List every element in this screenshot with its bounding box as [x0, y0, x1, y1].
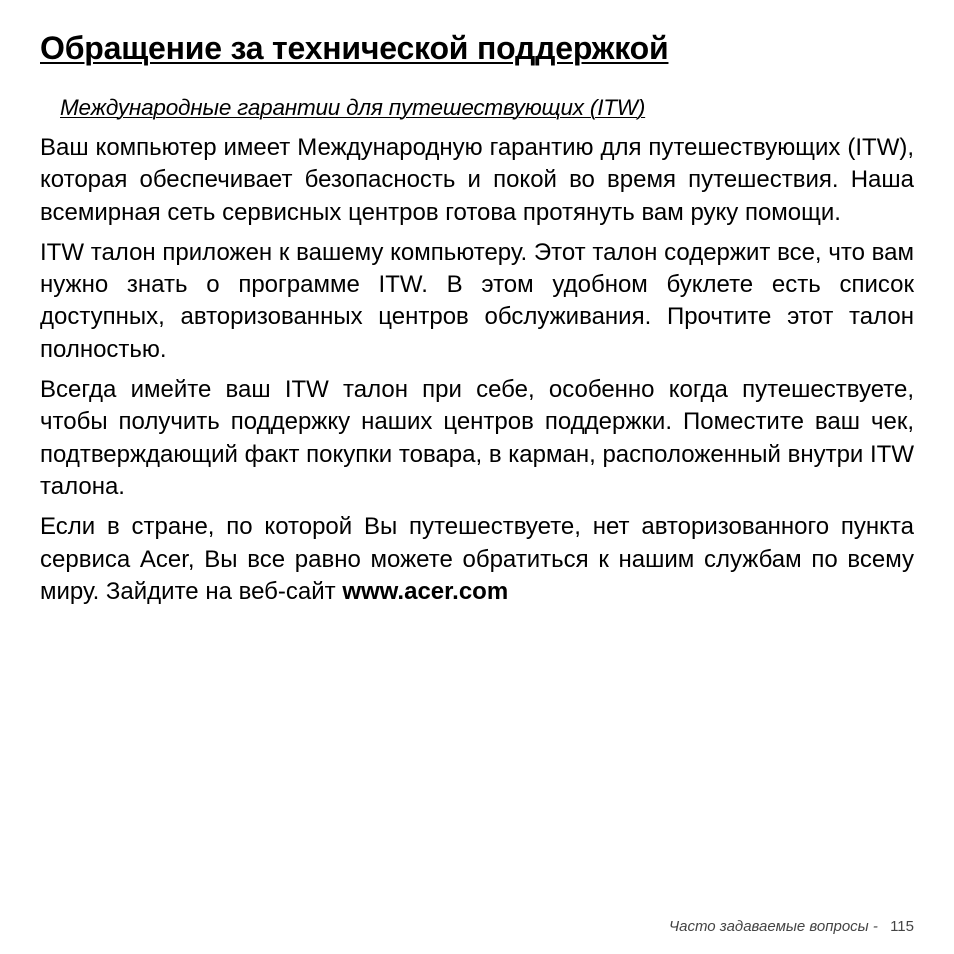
paragraph-worldwide-text: Если в стране, по которой Вы путешествуете, нет авторизованного пункта сервиса Acer, Вы все равно можете обратиться к нашим службам по всему миру. Зайдите на веб-сайт — [40, 513, 914, 605]
page-title: Обращение за технической поддержкой — [40, 30, 669, 66]
footer-section-title: Часто задаваемые вопросы — [669, 918, 869, 935]
page-footer — [669, 918, 914, 935]
body-text — [40, 132, 914, 616]
paragraph-itw-carry: Всегда имейте ваш ITW талон при себе, особенно когда путешествуете, чтобы получить поддержку наших центров поддержки. Поместите ваш чек, подтверждающий факт покупки товара, в карман, расположенный внутри ITW талона. — [40, 376, 914, 500]
acer-website-link[interactable]: www.acer.com — [342, 577, 509, 605]
paragraph-worldwide-service — [40, 511, 914, 608]
footer-separator: - — [872, 918, 878, 935]
page-number: 115 — [890, 918, 914, 935]
paragraph-itw-intro: Ваш компьютер имеет Международную гарантию для путешествующих (ITW), которая обеспечивает безопасность и покой во время путешествия. Наша всемирная сеть сервисных центров готова протянуть вам руку помощи. — [40, 134, 914, 226]
section-subtitle: Международные гарантии для путешествующих (ITW) — [60, 95, 646, 120]
paragraph-itw-passport: ITW талон приложен к вашему компьютеру. Этот талон содержит все, что вам нужно знать о программе ITW. В этом удобном буклете есть список доступных, авторизованных центров обслуживания. Прочтите этот талон полностью. — [40, 238, 914, 363]
